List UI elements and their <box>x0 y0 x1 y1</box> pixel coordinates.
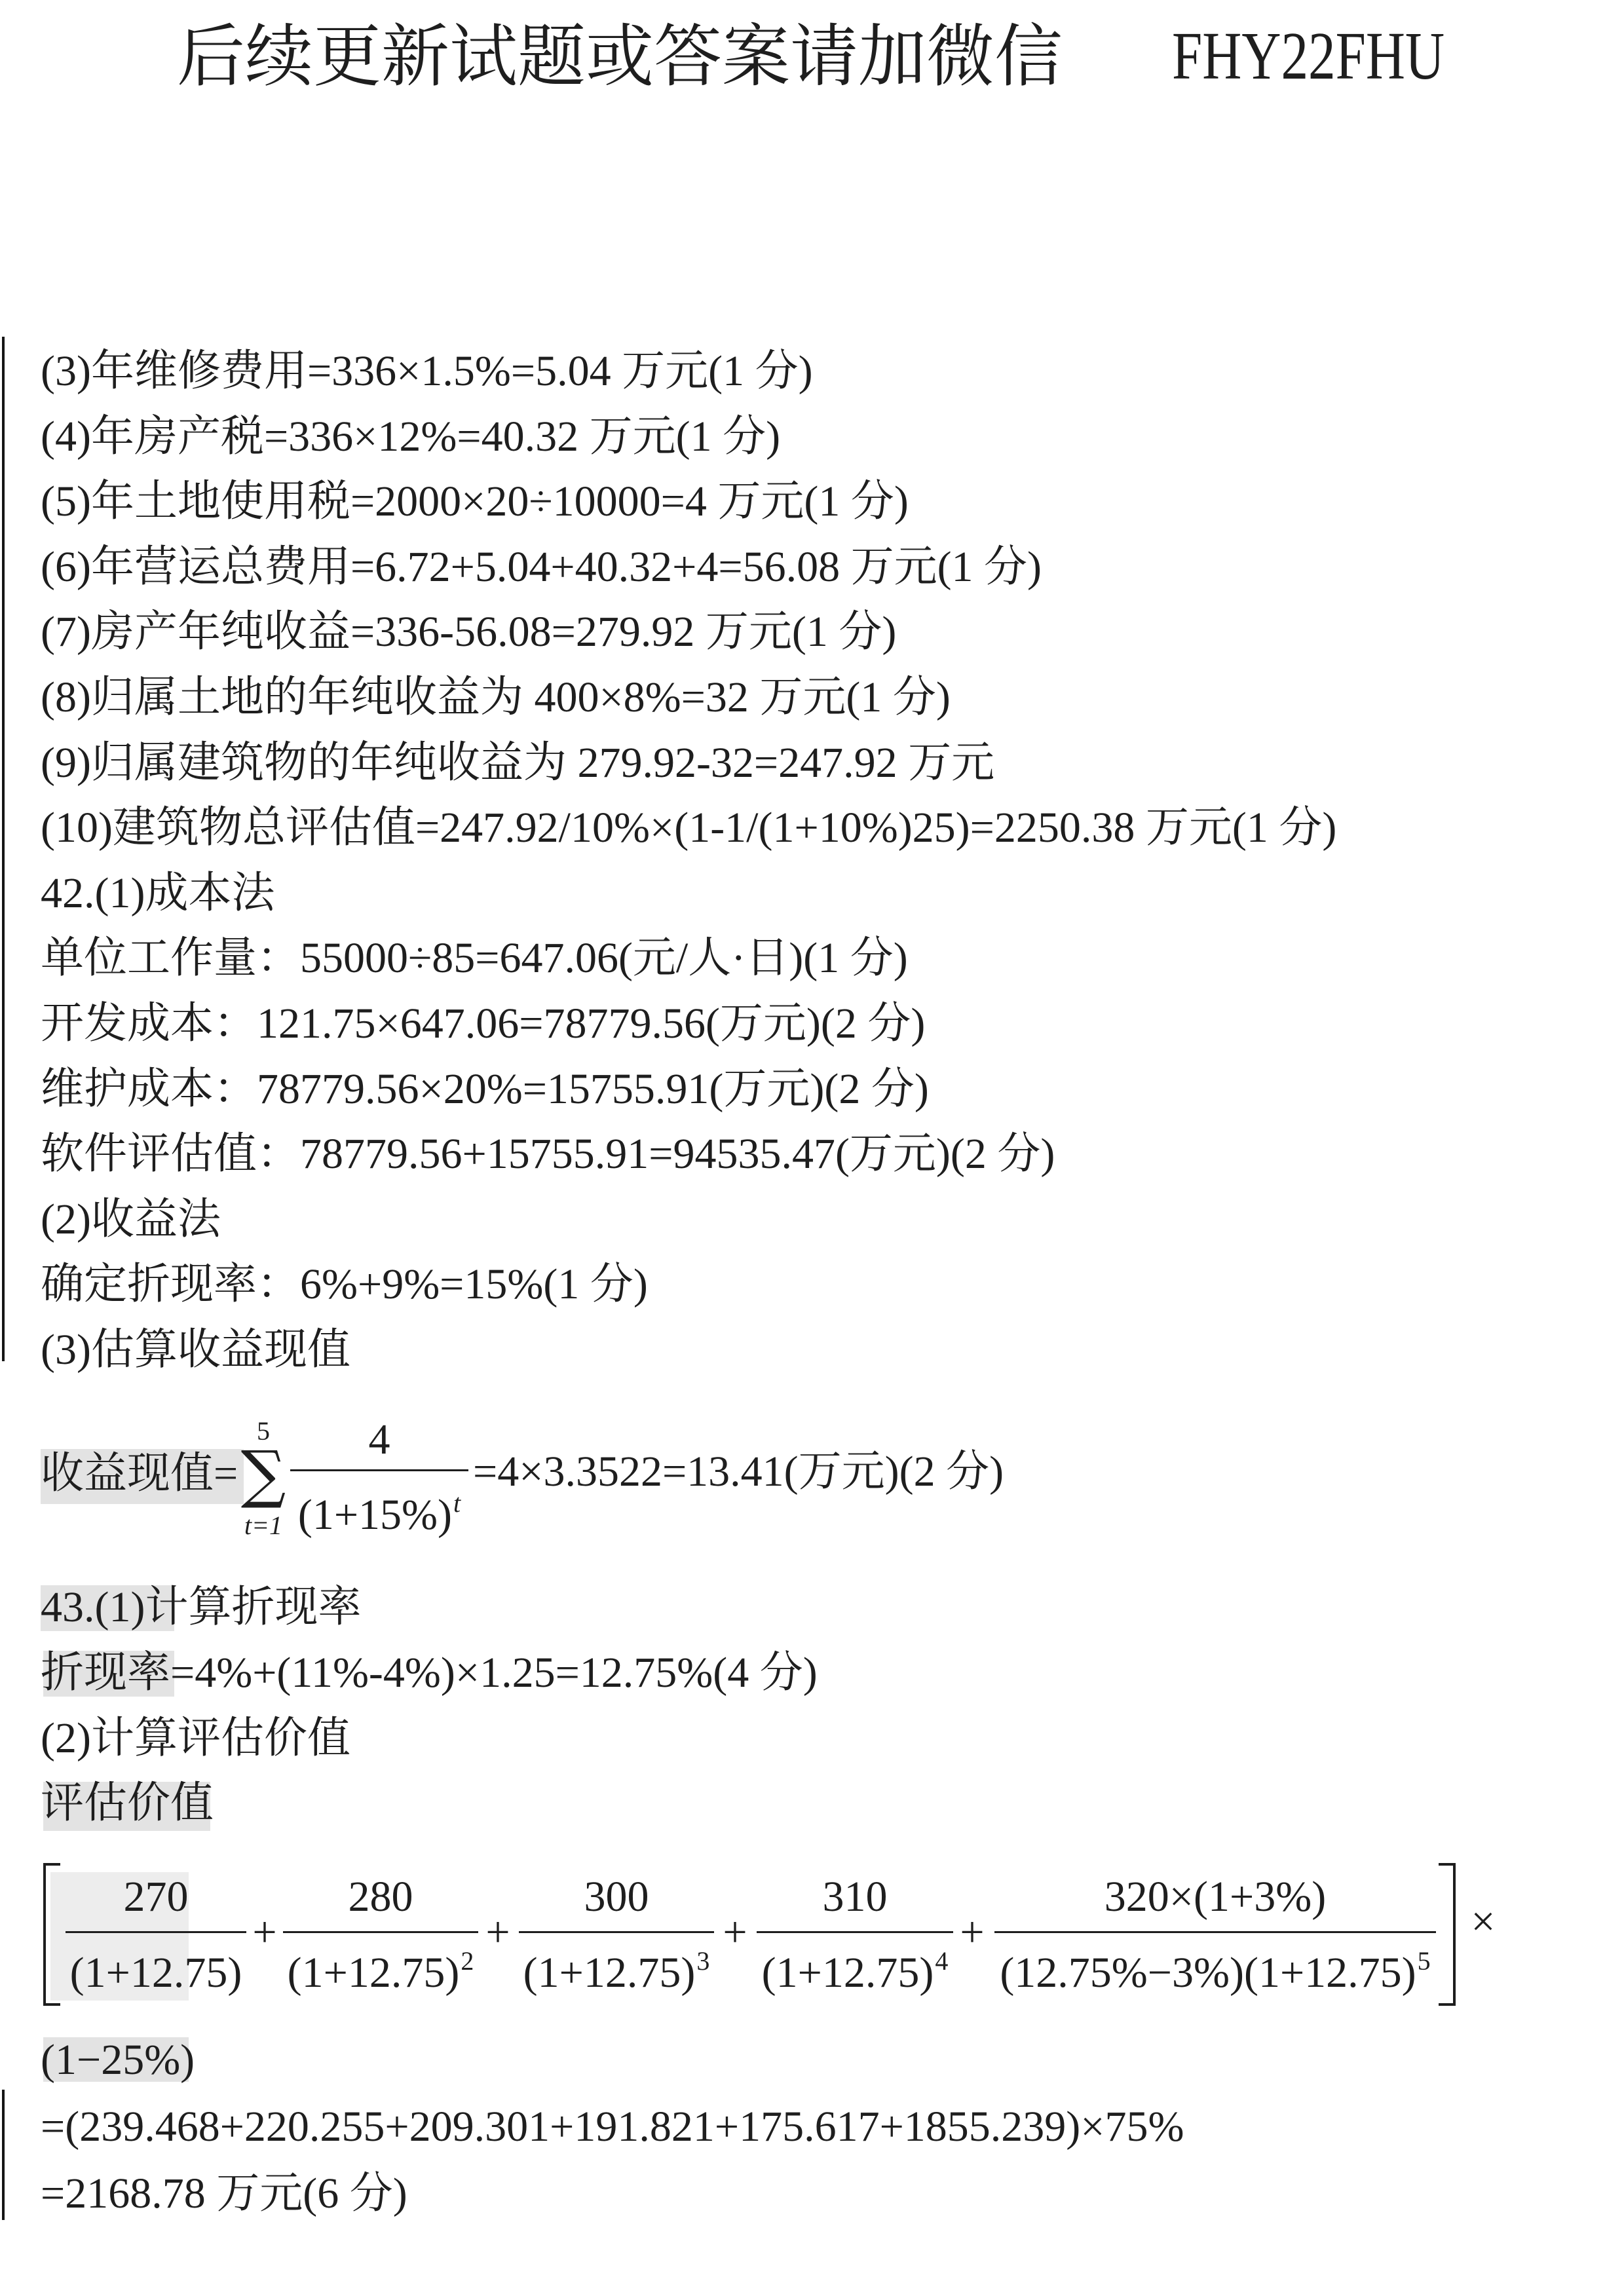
fraction-numerator: 320×(1+3%) <box>1104 1873 1327 1921</box>
formula-fraction <box>290 1410 468 1545</box>
fraction-numerator: 4 <box>368 1416 390 1463</box>
fraction-bar <box>290 1469 468 1471</box>
summation-lower-limit: t=1 <box>244 1511 283 1540</box>
answer-line: (7)房产年纯收益=336-56.08=279.92 万元(1 分) <box>41 608 897 656</box>
fraction-bar <box>66 1931 246 1933</box>
answer-line: 折现率=4%+(11%-4%)×1.25=12.75%(4 分) <box>41 1649 818 1697</box>
section-heading: (2)收益法 <box>41 1195 221 1243</box>
formula-factor: (1−25%) <box>41 2036 195 2084</box>
answer-line: (10)建筑物总评估值=247.92/10%×(1-1/(1+10%)25)=2250.38 万元(1 分) <box>41 804 1337 852</box>
formula-fraction <box>519 1864 714 2006</box>
header-notice: 后续更新试题或答案请加微信 <box>177 16 1063 96</box>
answer-line: 软件评估值：78779.56+15755.91=94535.47(万元)(2 分) <box>41 1130 1055 1178</box>
section-heading: (2)计算评估价值 <box>41 1714 350 1762</box>
header-wechat-id: FHY22FHU <box>1172 18 1445 94</box>
denominator-base: (1+12.75) <box>287 1949 460 1997</box>
plus-operator: + <box>485 1908 510 1956</box>
answer-line: (5)年土地使用税=2000×20÷10000=4 万元(1 分) <box>41 478 909 525</box>
denominator-base: (1+12.75) <box>523 1949 696 1997</box>
answer-line: (8)归属土地的年纯收益为 400×8%=32 万元(1 分) <box>41 673 951 721</box>
denominator-base: (1+12.75) <box>761 1949 934 1997</box>
left-bracket <box>43 1863 60 2006</box>
summation-symbol: ∑ <box>240 1437 286 1511</box>
fraction-denominator <box>994 1940 1436 2006</box>
times-operator: × <box>1471 1898 1496 1946</box>
fraction-bar <box>757 1931 953 1933</box>
formula-result: =4×3.3522=13.41(万元)(2 分) <box>473 1448 1004 1496</box>
formula-fraction <box>757 1864 953 2006</box>
plus-operator: + <box>252 1908 277 1956</box>
answer-line: (6)年营运总费用=6.72+5.04+40.32+4=56.08 万元(1 分) <box>41 543 1042 591</box>
fraction-denominator <box>519 1940 714 2006</box>
answer-line: (9)归属建筑物的年纯收益为 279.92-32=247.92 万元 <box>41 739 995 787</box>
fraction-denominator <box>66 1940 246 2006</box>
fraction-denominator <box>283 1940 478 2006</box>
fraction-numerator: 280 <box>348 1873 413 1921</box>
fraction-numerator: 310 <box>822 1873 888 1921</box>
section-heading: 42.(1)成本法 <box>41 869 275 917</box>
summation-upper-limit: 5 <box>257 1416 270 1446</box>
formula-fraction <box>283 1864 478 2006</box>
answer-line: 评估价值 <box>41 1779 214 1827</box>
fraction-bar <box>283 1931 478 1933</box>
denominator-base: (1+12.75) <box>69 1949 242 1997</box>
answer-line: (3)年维修费用=336×1.5%=5.04 万元(1 分) <box>41 347 813 395</box>
fraction-numerator: 270 <box>123 1873 189 1921</box>
fraction-numerator: 300 <box>584 1873 649 1921</box>
fraction-bar <box>994 1931 1436 1933</box>
answer-line: 单位工作量：55000÷85=647.06(元/人·日)(1 分) <box>41 934 908 982</box>
right-bracket <box>1439 1863 1456 2006</box>
denominator-exponent: 3 <box>696 1946 710 1976</box>
formula-fraction <box>66 1864 246 2006</box>
plus-operator: + <box>960 1908 985 1956</box>
formula-fraction <box>994 1864 1436 2006</box>
fraction-denominator <box>290 1486 468 1545</box>
left-margin-rule <box>2 337 5 1361</box>
answer-line: (4)年房产税=336×12%=40.32 万元(1 分) <box>41 413 781 461</box>
denominator-base: (12.75%−3%)(1+12.75) <box>1000 1949 1416 1997</box>
denominator-exponent: t <box>453 1488 461 1518</box>
answer-line: 开发成本：121.75×647.06=78779.56(万元)(2 分) <box>41 1000 926 1047</box>
formula-lhs: 收益现值= <box>41 1450 238 1497</box>
section-heading: (3)估算收益现值 <box>41 1326 350 1374</box>
answer-line: =2168.78 万元(6 分) <box>41 2170 407 2217</box>
denominator-exponent: 5 <box>1417 1946 1431 1976</box>
fraction-denominator <box>757 1940 953 2006</box>
answer-line: 确定折现率：6%+9%=15%(1 分) <box>41 1260 648 1308</box>
answer-line: 维护成本：78779.56×20%=15755.91(万元)(2 分) <box>41 1065 929 1113</box>
denominator-exponent: 4 <box>935 1946 949 1976</box>
left-margin-rule <box>2 2090 5 2220</box>
denominator-base: (1+15%) <box>297 1491 453 1539</box>
denominator-exponent: 2 <box>461 1946 474 1976</box>
section-heading: 43.(1)计算折现率 <box>41 1583 362 1631</box>
plus-operator: + <box>723 1908 747 1956</box>
fraction-bar <box>519 1931 714 1933</box>
answer-line: =(239.468+220.255+209.301+191.821+175.617+1855.239)×75% <box>41 2103 1184 2151</box>
